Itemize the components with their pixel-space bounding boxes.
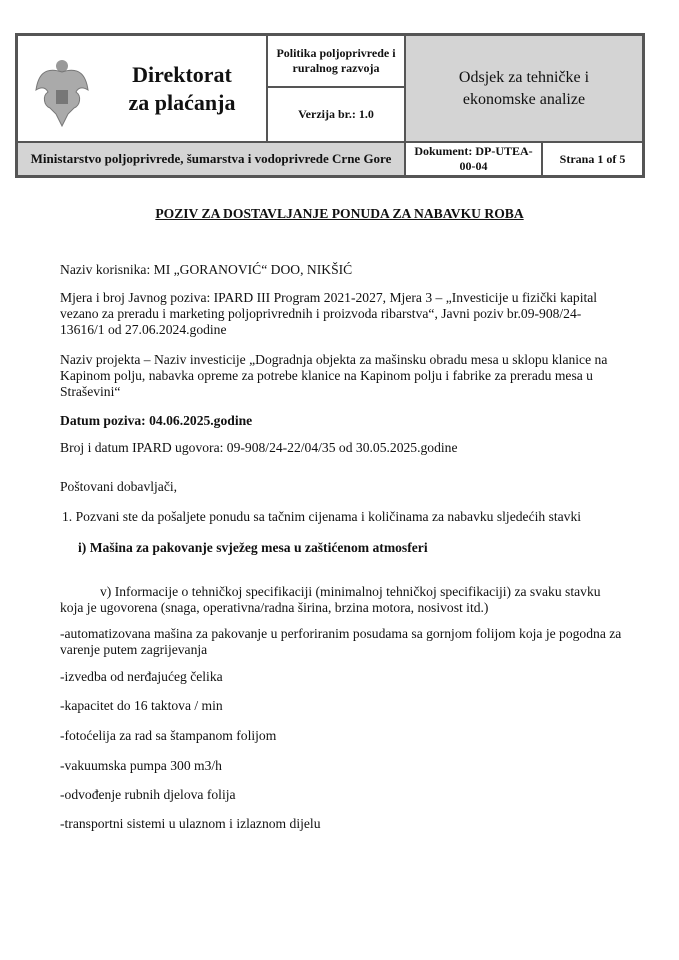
call-date: Datum poziva: 04.06.2025.godine (60, 413, 253, 428)
measure: Mjera i broj Javnog poziva: IPARD III Program 2021-2027, Mjera 3 – „Investicije u fizički kapital vezano za preradu i marketing poljoprivrednih i proizvoda ribarstva“, Javni poziv br.09-908/24-13616/1 od 27.06.2024.godine (60, 290, 598, 337)
org-cell (17, 35, 267, 142)
version-text: Verzija br.: 1.0 (298, 107, 374, 121)
ministry-cell (17, 142, 405, 176)
department-cell (405, 35, 643, 142)
ministry-text: Ministarstvo poljoprivrede, šumarstva i vodoprivrede Crne Gore (30, 151, 392, 166)
spec-item: -transportni sistemi u ulaznom i izlaznom dijelu (60, 816, 321, 831)
spec-intro: v) Informacije o tehničkoj specifikaciji (minimalnoj tehničkoj specifikaciji) za svaku stavku koja je ugovorena (snaga, operativna/radna širina, brzina motora, nosivost itd.) (60, 584, 601, 615)
org-title: Direktorat za plaćanja (128, 61, 236, 115)
spec-item: -fotoćelija za rad sa štampanom folijom (60, 728, 277, 743)
spec-item: -vakuumska pumpa 300 m3/h (60, 758, 222, 773)
coat-of-arms-icon (34, 56, 90, 128)
spec-item: -izvedba od nerđajućeg čelika (60, 669, 223, 684)
page-number: Strana 1 of 5 (559, 151, 626, 166)
project: Naziv projekta – Naziv investicije „Dogradnja objekta za mašinsku obradu mesa u sklopu klanice na Kapinom polju, nabavka opreme za potrebe klanice na Kapinom polju i fabrike za preradu mesa u Straševini“ (60, 352, 608, 399)
spec-item: -automatizovana mašina za pakovanje u perforiranim posudama sa gornjom folijom koja je pogodna za varenje putem zagrijevanja (60, 626, 622, 657)
spec-item: -odvođenje rubnih djelova folija (60, 787, 236, 802)
document-cell (405, 142, 542, 176)
document-id: Dokument: DP-UTEA-00-04 (414, 144, 533, 173)
policy-text: Politika poljoprivrede i ruralnog razvoja (276, 46, 396, 75)
department-text: Odsjek za tehničke i ekonomske analize (458, 68, 590, 108)
policy-cell (267, 35, 405, 87)
version-cell (267, 87, 405, 142)
spec-item: -kapacitet do 16 taktova / min (60, 698, 223, 713)
page-title: POZIV ZA DOSTAVLJANJE PONUDA ZA NABAVKU ROBA (155, 206, 524, 221)
item-1: 1. Pozvani ste da pošaljete ponudu sa tačnim cijenama i količinama za nabavku sljedećih stavki (62, 509, 582, 524)
subitem-title: i) Mašina za pakovanje svježeg mesa u zaštićenom atmosferi (78, 540, 428, 555)
page-cell (542, 142, 643, 176)
contract: Broj i datum IPARD ugovora: 09-908/24-22/04/35 od 30.05.2025.godine (60, 440, 458, 455)
beneficiary: Naziv korisnika: MI „GORANOVIĆ“ DOO, NIKŠIĆ (60, 262, 353, 277)
header-table (15, 33, 645, 178)
greeting: Poštovani dobavljači, (60, 479, 178, 494)
